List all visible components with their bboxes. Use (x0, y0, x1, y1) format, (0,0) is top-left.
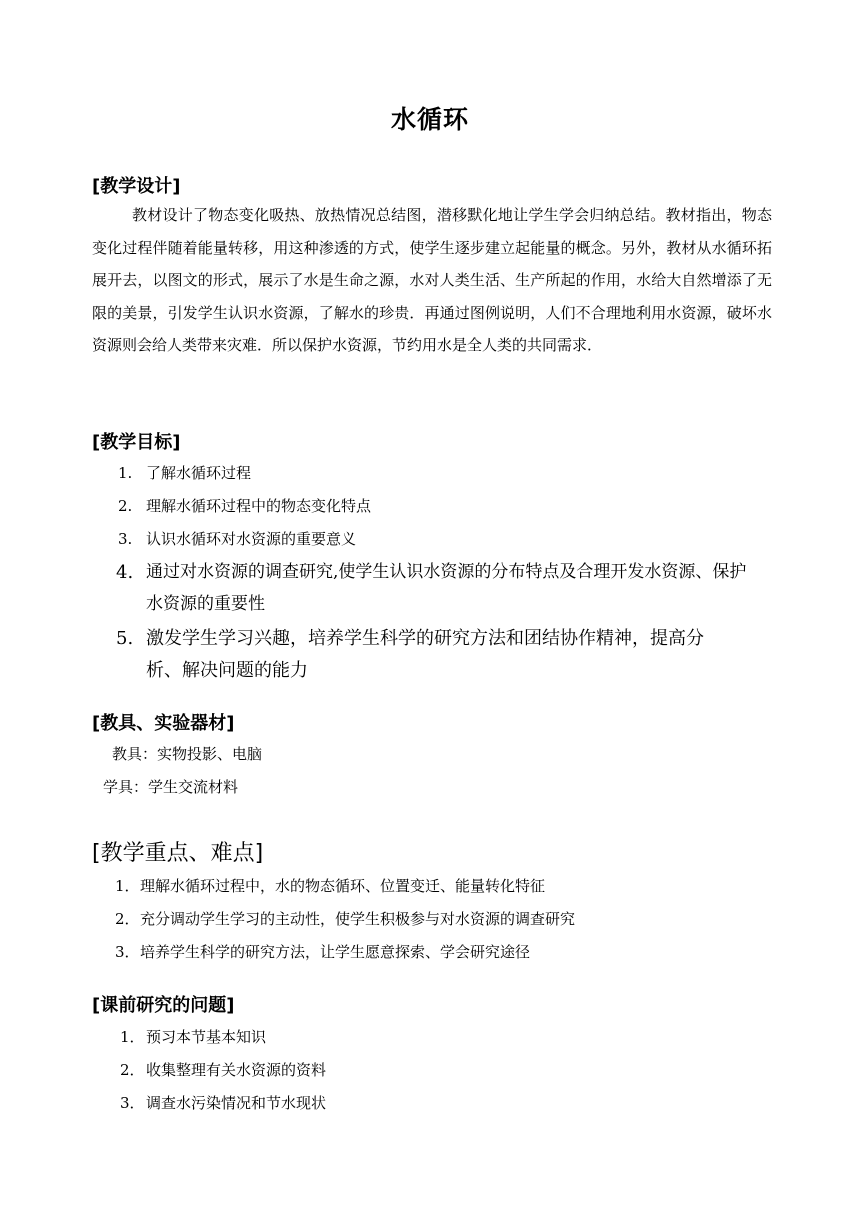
list-item-number: 1. (118, 464, 133, 482)
goal-4-number: 4. (116, 562, 134, 583)
goal-5-number: 5. (116, 628, 134, 649)
page-title: 水循环 (390, 105, 469, 134)
section-heading-materials: [教具、实验器材] (92, 713, 235, 734)
section-heading-goals: [教学目标] (92, 432, 181, 453)
goal-4-line1: 通过对水资源的调查研究,使学生认识水资源的分布特点及合理开发水资源、保护 (146, 562, 747, 582)
design-paragraph: 教材设计了物态变化吸热、放热情况总结图，潜移默化地让学生学会归纳总结。教材指出，物态变化过程伴随着能量转移，用这种渗透的方式，使学生逐步建立起能量的概念。另外，教材从水循环拓展开去，以图文的形式，展示了水是生命之源，水对人类生活、生产所起的作用，水给大自然增添了无限的美景，引发学生认识水资源，了解水的珍贵．再通过图例说明，人们不合理地利用水资源，破坏水资源则会给人类带来灾难．所以保护水资源，节约用水是全人类的共同需求． (92, 206, 772, 354)
section-heading-design: [教学设计] (92, 176, 181, 197)
list-item-text: 了解水循环过程 (146, 464, 252, 482)
student-materials: 学具：学生交流材料 (103, 778, 239, 796)
list-item-text: 认识水循环对水资源的重要意义 (146, 530, 357, 548)
list-item-number: 1． (115, 877, 140, 895)
goal-4-line2: 水资源的重要性 (146, 594, 265, 614)
goal-5-line2: 析、解决问题的能力 (146, 660, 308, 681)
list-item-number: 1． (120, 1028, 145, 1046)
list-item-text: 培养学生科学的研究方法，让学生愿意探索、学会研究途径 (140, 943, 531, 961)
list-item-number: 3. (118, 530, 133, 548)
list-item-text: 收集整理有关水资源的资料 (146, 1061, 327, 1079)
goal-5-line1: 激发学生学习兴趣，培养学生科学的研究方法和团结协作精神，提高分 (146, 628, 704, 649)
section-heading-pre-study: [课前研究的问题] (92, 995, 235, 1016)
teacher-materials: 教具：实物投影、电脑 (112, 745, 263, 763)
list-item-text: 充分调动学生学习的主动性，使学生积极参与对水资源的调查研究 (140, 910, 576, 928)
list-item-text: 理解水循环过程中的物态变化特点 (146, 497, 372, 515)
list-item-number: 2. (118, 497, 133, 515)
list-item-text: 调查水污染情况和节水现状 (146, 1094, 327, 1112)
section-heading-key-points: [教学重点、难点] (92, 841, 264, 866)
list-item-text: 预习本节基本知识 (146, 1028, 267, 1046)
list-item-number: 3． (120, 1094, 145, 1112)
list-item-number: 2． (115, 910, 140, 928)
list-item-text: 理解水循环过程中，水的物态循环、位置变迁、能量转化特征 (140, 877, 546, 895)
list-item-number: 3． (115, 943, 140, 961)
list-item-number: 2． (120, 1061, 145, 1079)
